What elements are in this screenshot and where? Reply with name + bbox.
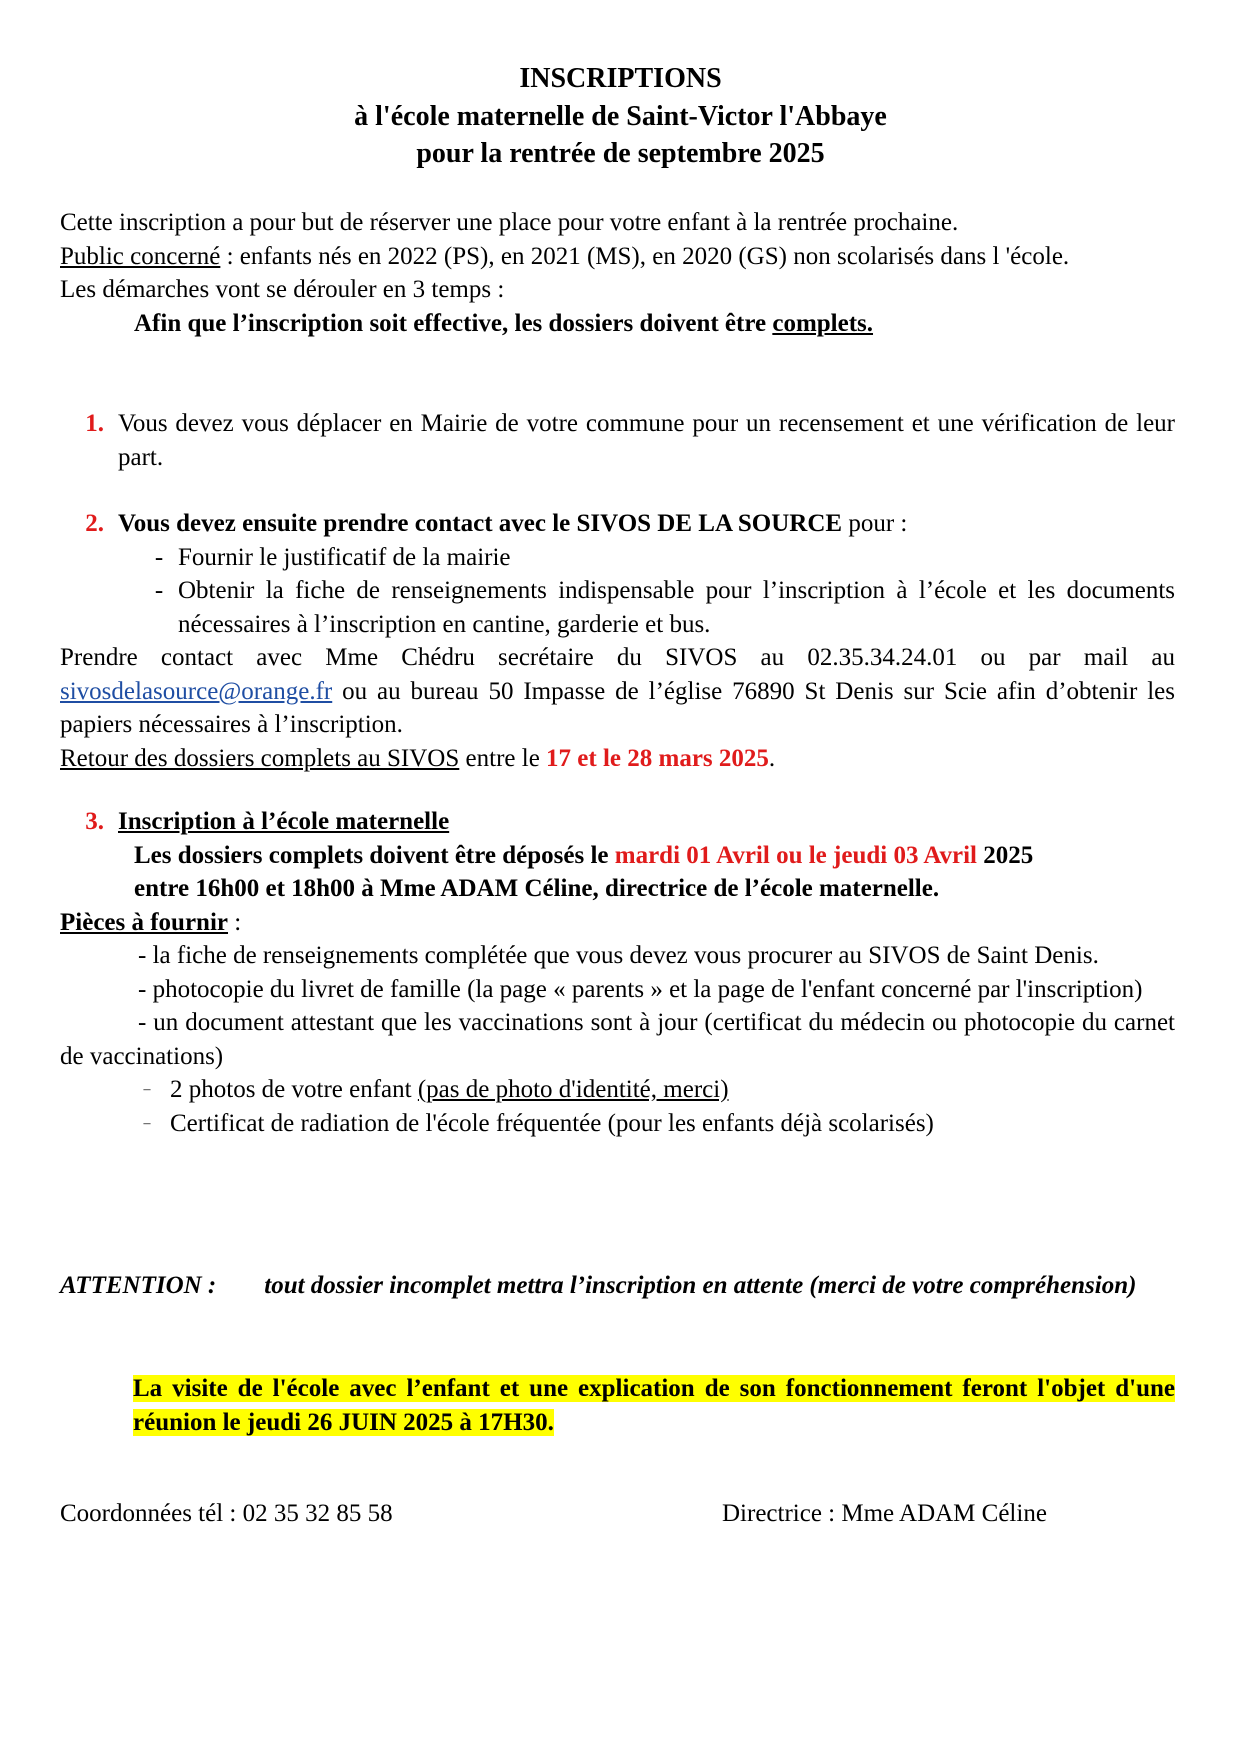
step-2 (60, 507, 1175, 775)
public-text: : enfants nés en 2022 (PS), en 2021 (MS), en 2020 (GS) non scolarisés dans l 'école. (220, 242, 1070, 270)
contact-after: ou au bureau 50 Impasse de l’église 76890 St Denis sur Scie afin d’obtenir les papiers nécessaires à l’inscription. (60, 677, 1175, 738)
return-dates: 17 et le 28 mars 2025 (546, 744, 769, 772)
certificate-text: Certificat de radiation de l'école fréquentée (pour les enfants déjà scolarisés) (170, 1109, 934, 1137)
step-1-text: Vous devez vous déplacer en Mairie de votre commune pour un recensement et une vérification de leur part. (118, 410, 1175, 471)
notice-underlined: complets. (772, 309, 874, 337)
bullet-mark: - (154, 577, 164, 604)
public-label: Public concerné (60, 242, 221, 270)
footer-phone: Coordonnées tél : 02 35 32 85 58 (60, 1500, 393, 1527)
contact-paragraph (60, 641, 1175, 742)
step-2-heading-bold: Vous devez ensuite prendre contact avec le SIVOS DE LA SOURCE (118, 510, 843, 537)
step-2-heading (60, 507, 1175, 541)
deposit-line-2: entre 16h00 et 18h00 à Mme ADAM Céline, directrice de l’école maternelle. (134, 875, 940, 902)
attention-text: tout dossier incomplet mettra l’inscription en attente (merci de votre compréhension) (264, 1272, 1137, 1299)
step-1 (60, 407, 1175, 474)
attention-label: ATTENTION : (60, 1272, 217, 1299)
list-item: - la fiche de renseignements complétée que vous devez vous procurer au SIVOS de Saint Denis. (138, 942, 1099, 969)
bullet-text: Obtenir la fiche de renseignements indispensable pour l’inscription à l’école et les documents nécessaires à l’inscription en cantine, garderie et bus. (178, 577, 1175, 638)
step-1-number: 1. (85, 410, 104, 437)
notice-prefix: Afin que l’inscription soit effective, les dossiers doivent être (134, 309, 773, 337)
step-3 (60, 805, 1175, 1140)
photos-underlined: (pas de photo d'identité, merci) (417, 1076, 729, 1103)
return-line (60, 742, 1175, 776)
intro-section (60, 206, 1175, 340)
list-item (60, 1073, 1175, 1107)
deposit-year: 2025 (977, 841, 1034, 869)
intro-notice (60, 307, 1175, 341)
bullet-text: Fournir le justificatif de la mairie (178, 543, 511, 571)
step-3-title: Inscription à l’école maternelle (118, 808, 450, 835)
list-item (60, 574, 1175, 641)
footer-director: Directrice : Mme ADAM Céline (722, 1500, 1047, 1527)
step-3-number: 3. (85, 808, 104, 835)
email-link[interactable]: sivosdelasource@orange.fr (60, 677, 333, 705)
list-item: - un document attestant que les vaccinations sont à jour (certificat du médecin ou photocopie du carnet de vaccinations) (60, 1009, 1175, 1070)
deposit-line-1 (60, 839, 1175, 873)
title-line-3: pour la rentrée de septembre 2025 (416, 138, 825, 169)
intro-purpose: Cette inscription a pour but de réserver une place pour votre enfant à la rentrée prochaine. (60, 209, 959, 236)
title-line-1: INSCRIPTIONS (519, 63, 722, 94)
deposit-dates: mardi 01 Avril ou le jeudi 03 Avril (614, 841, 978, 869)
title-line-2: à l'école maternelle de Saint-Victor l'Abbaye (354, 100, 887, 132)
return-middle: entre le (459, 744, 547, 772)
step-2-number: 2. (85, 510, 104, 537)
contact-before: Prendre contact avec Mme Chédru secrétaire du SIVOS au 02.35.34.24.01 ou par mail au (60, 644, 1175, 671)
document-title (0, 60, 1241, 173)
dash-mark: – (143, 1115, 151, 1131)
list-item: - photocopie du livret de famille (la page « parents » et la page de l'enfant concerné par l'inscription) (138, 975, 1143, 1003)
step-2-heading-rest: pour : (842, 510, 908, 537)
photos-prefix: 2 photos de votre enfant (170, 1076, 418, 1103)
step-3-heading (60, 805, 1175, 839)
bullet-mark: - (154, 543, 164, 571)
intro-steps: Les démarches vont se dérouler en 3 temps : (60, 276, 505, 303)
pieces-heading (60, 906, 1175, 940)
deposit-prefix: Les dossiers complets doivent être déposés le (134, 841, 615, 869)
attention-notice (60, 1269, 1175, 1303)
visit-text: La visite de l'école avec l’enfant et une explication de son fonctionnement feront l'objet d'une réunion le jeudi 26 JUIN 2025 à 17H30. (133, 1375, 1175, 1436)
list-item (60, 1107, 1175, 1141)
pieces-colon: : (228, 908, 242, 936)
return-label: Retour des dossiers complets au SIVOS (60, 744, 460, 772)
list-item (60, 541, 1175, 575)
visit-notice (133, 1372, 1175, 1439)
pieces-label: Pièces à fournir (60, 908, 229, 936)
intro-public (60, 240, 1175, 274)
return-end: . (768, 744, 776, 772)
dash-mark: – (143, 1082, 151, 1097)
